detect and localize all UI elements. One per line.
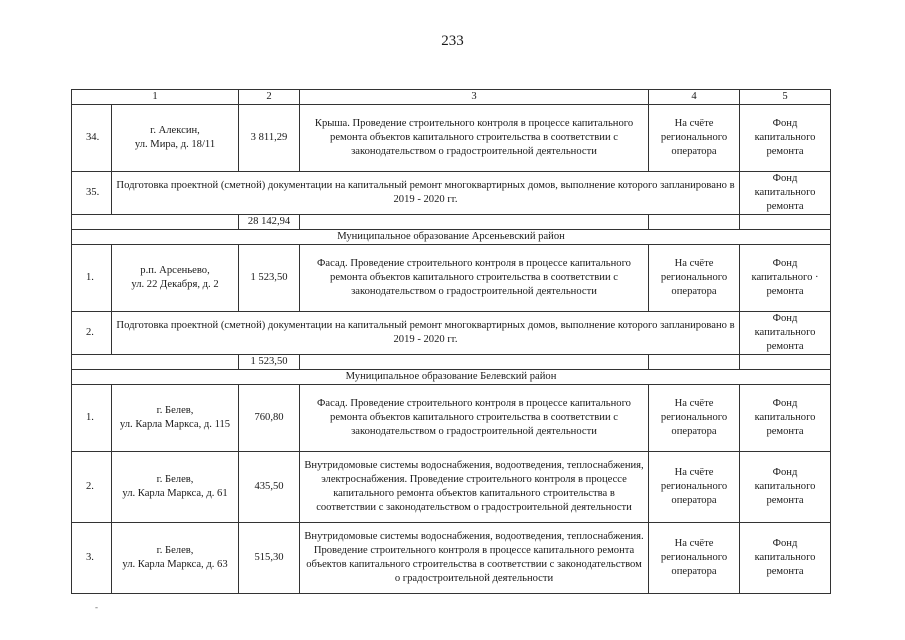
total-empty <box>740 355 831 370</box>
row-work: Фасад. Проведение строительного контроля в процессе капитального ремонта объектов капитального строительства в соответствии с законодательством о градостроительной деятельности <box>300 385 649 452</box>
total-row <box>72 215 831 230</box>
total-amount: 28 142,94 <box>239 215 300 230</box>
row-number: 34. <box>72 105 112 172</box>
header-col-3: 3 <box>300 90 649 105</box>
row-prep-text: Подготовка проектной (сметной) документации на капитальный ремонт многоквартирных домов, выполнение которого запланировано в 2019 - 2020 гг. <box>112 172 740 215</box>
header-col-4: 4 <box>649 90 740 105</box>
row-work: Фасад. Проведение строительного контроля в процессе капитального ремонта объектов капитального строительства в соответствии с законодательством о градостроительной деятельности <box>300 245 649 312</box>
total-empty <box>649 355 740 370</box>
row-number: 1. <box>72 245 112 312</box>
row-fund: Фонд капитального ремонта <box>740 523 831 594</box>
row-address: г. Белев, ул. Карла Маркса, д. 61 <box>112 452 239 523</box>
section-heading-row <box>72 370 831 385</box>
row-number: 2. <box>72 312 112 355</box>
register-table <box>71 89 831 594</box>
table-row <box>72 105 831 172</box>
row-address: г. Белев, ул. Карла Маркса, д. 63 <box>112 523 239 594</box>
row-number: 1. <box>72 385 112 452</box>
row-account: На счёте регионального оператора <box>649 105 740 172</box>
row-work: Крыша. Проведение строительного контроля в процессе капитального ремонта объектов капитального строительства в соответствии с законодательством о градостроительной деятельности <box>300 105 649 172</box>
row-fund: Фонд капитального ремонта <box>740 452 831 523</box>
total-empty <box>740 215 831 230</box>
table-row <box>72 245 831 312</box>
row-address: р.п. Арсеньево, ул. 22 Декабря, д. 2 <box>112 245 239 312</box>
section-heading: Муниципальное образование Арсеньевский район <box>72 230 831 245</box>
row-account: На счёте регионального оператора <box>649 245 740 312</box>
row-account: На счёте регионального оператора <box>649 452 740 523</box>
table-row <box>72 172 831 215</box>
row-fund: Фонд капитального ремонта <box>740 172 831 215</box>
header-col-2: 2 <box>239 90 300 105</box>
row-number: 35. <box>72 172 112 215</box>
total-empty <box>300 355 649 370</box>
section-heading: Муниципальное образование Белевский район <box>72 370 831 385</box>
row-amount: 435,50 <box>239 452 300 523</box>
row-fund: Фонд капитального ремонта <box>740 312 831 355</box>
row-number: 2. <box>72 452 112 523</box>
table-row <box>72 312 831 355</box>
row-account: На счёте регионального оператора <box>649 523 740 594</box>
scan-mark: - <box>95 602 98 612</box>
row-prep-text: Подготовка проектной (сметной) документации на капитальный ремонт многоквартирных домов, выполнение которого запланировано в 2019 - 2020 гг. <box>112 312 740 355</box>
row-address: г. Белев, ул. Карла Маркса, д. 115 <box>112 385 239 452</box>
row-amount: 515,30 <box>239 523 300 594</box>
row-work: Внутридомовые системы водоснабжения, водоотведения, теплоснабжения. Проведение строительного контроля в процессе капитального ремонта объектов капитального строительства в соответствии с законодательством о градостроительной деятельности <box>300 523 649 594</box>
table-row <box>72 523 831 594</box>
total-amount: 1 523,50 <box>239 355 300 370</box>
table-row <box>72 385 831 452</box>
row-work: Внутридомовые системы водоснабжения, водоотведения, теплоснабжения, электроснабжения. Проведение строительного контроля в процессе капитального ремонта объектов капитального строительства в соответствии с законодательством о градостроительной деятельности <box>300 452 649 523</box>
row-fund: Фонд капитального · ремонта <box>740 245 831 312</box>
total-empty <box>72 355 239 370</box>
table-row <box>72 452 831 523</box>
row-fund: Фонд капитального ремонта <box>740 385 831 452</box>
row-number: 3. <box>72 523 112 594</box>
total-row <box>72 355 831 370</box>
row-account: На счёте регионального оператора <box>649 385 740 452</box>
section-heading-row <box>72 230 831 245</box>
header-col-5: 5 <box>740 90 831 105</box>
total-empty <box>649 215 740 230</box>
total-empty <box>300 215 649 230</box>
total-empty <box>72 215 239 230</box>
header-col-1: 1 <box>72 90 239 105</box>
row-amount: 1 523,50 <box>239 245 300 312</box>
table-header-row <box>72 90 831 105</box>
row-amount: 3 811,29 <box>239 105 300 172</box>
row-address: г. Алексин, ул. Мира, д. 18/11 <box>112 105 239 172</box>
page-number: 233 <box>441 33 464 49</box>
row-fund: Фонд капитального ремонта <box>740 105 831 172</box>
row-amount: 760,80 <box>239 385 300 452</box>
